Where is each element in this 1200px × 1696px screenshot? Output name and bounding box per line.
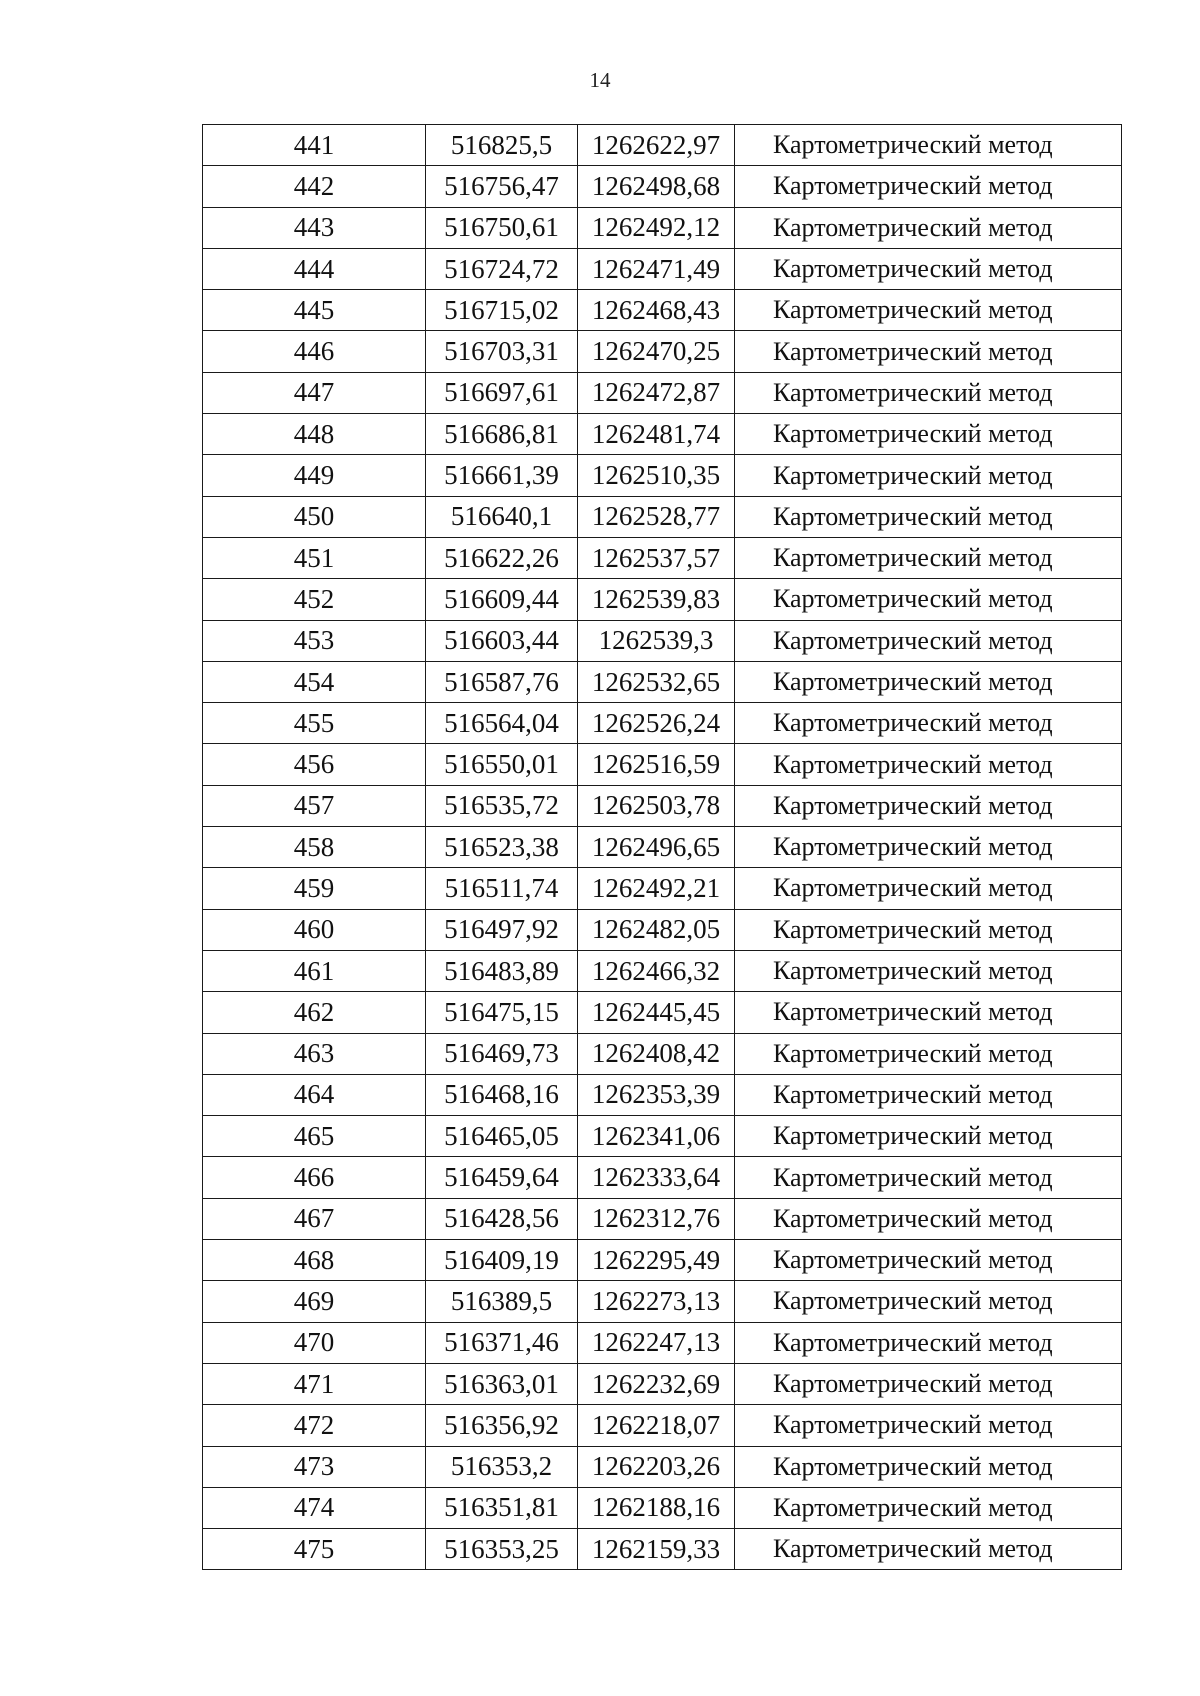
method-cell: Картометрический метод — [735, 414, 1122, 455]
point-number-cell: 450 — [203, 496, 426, 537]
table-row — [203, 827, 1122, 868]
x-coordinate-cell: 516459,64 — [426, 1157, 578, 1198]
point-number-cell: 447 — [203, 372, 426, 413]
x-coordinate-cell: 516535,72 — [426, 785, 578, 826]
x-coordinate-cell: 516756,47 — [426, 166, 578, 207]
method-cell: Картометрический метод — [735, 331, 1122, 372]
method-cell: Картометрический метод — [735, 1487, 1122, 1528]
method-cell: Картометрический метод — [735, 290, 1122, 331]
x-coordinate-cell: 516622,26 — [426, 537, 578, 578]
point-number-cell: 471 — [203, 1363, 426, 1404]
y-coordinate-cell: 1262482,05 — [578, 909, 735, 950]
point-number-cell: 474 — [203, 1487, 426, 1528]
x-coordinate-cell: 516564,04 — [426, 703, 578, 744]
method-cell: Картометрический метод — [735, 1446, 1122, 1487]
method-cell: Картометрический метод — [735, 1322, 1122, 1363]
method-cell: Картометрический метод — [735, 248, 1122, 289]
x-coordinate-cell: 516697,61 — [426, 372, 578, 413]
y-coordinate-cell: 1262532,65 — [578, 661, 735, 702]
y-coordinate-cell: 1262471,49 — [578, 248, 735, 289]
table-row — [203, 372, 1122, 413]
y-coordinate-cell: 1262516,59 — [578, 744, 735, 785]
y-coordinate-cell: 1262526,24 — [578, 703, 735, 744]
method-cell: Картометрический метод — [735, 455, 1122, 496]
x-coordinate-cell: 516356,92 — [426, 1405, 578, 1446]
point-number-cell: 465 — [203, 1116, 426, 1157]
x-coordinate-cell: 516511,74 — [426, 868, 578, 909]
y-coordinate-cell: 1262203,26 — [578, 1446, 735, 1487]
table-row — [203, 744, 1122, 785]
method-cell: Картометрический метод — [735, 1033, 1122, 1074]
method-cell: Картометрический метод — [735, 1074, 1122, 1115]
point-number-cell: 475 — [203, 1529, 426, 1570]
y-coordinate-cell: 1262341,06 — [578, 1116, 735, 1157]
method-cell: Картометрический метод — [735, 744, 1122, 785]
x-coordinate-cell: 516825,5 — [426, 125, 578, 166]
point-number-cell: 449 — [203, 455, 426, 496]
table-row — [203, 1405, 1122, 1446]
method-cell: Картометрический метод — [735, 1198, 1122, 1239]
method-cell: Картометрический метод — [735, 1157, 1122, 1198]
point-number-cell: 461 — [203, 950, 426, 991]
x-coordinate-cell: 516609,44 — [426, 579, 578, 620]
point-number-cell: 445 — [203, 290, 426, 331]
y-coordinate-cell: 1262528,77 — [578, 496, 735, 537]
table-row — [203, 1033, 1122, 1074]
y-coordinate-cell: 1262498,68 — [578, 166, 735, 207]
method-cell: Картометрический метод — [735, 868, 1122, 909]
x-coordinate-cell: 516703,31 — [426, 331, 578, 372]
y-coordinate-cell: 1262445,45 — [578, 992, 735, 1033]
table-row — [203, 414, 1122, 455]
method-cell: Картометрический метод — [735, 909, 1122, 950]
table-row — [203, 331, 1122, 372]
method-cell: Картометрический метод — [735, 207, 1122, 248]
point-number-cell: 468 — [203, 1240, 426, 1281]
table-row — [203, 1487, 1122, 1528]
x-coordinate-cell: 516353,2 — [426, 1446, 578, 1487]
method-cell: Картометрический метод — [735, 1116, 1122, 1157]
x-coordinate-cell: 516483,89 — [426, 950, 578, 991]
point-number-cell: 454 — [203, 661, 426, 702]
method-cell: Картометрический метод — [735, 372, 1122, 413]
x-coordinate-cell: 516465,05 — [426, 1116, 578, 1157]
point-number-cell: 473 — [203, 1446, 426, 1487]
point-number-cell: 470 — [203, 1322, 426, 1363]
x-coordinate-cell: 516353,25 — [426, 1529, 578, 1570]
method-cell: Картометрический метод — [735, 579, 1122, 620]
table-row — [203, 1322, 1122, 1363]
x-coordinate-cell: 516469,73 — [426, 1033, 578, 1074]
x-coordinate-cell: 516523,38 — [426, 827, 578, 868]
method-cell: Картометрический метод — [735, 1240, 1122, 1281]
y-coordinate-cell: 1262472,87 — [578, 372, 735, 413]
x-coordinate-cell: 516468,16 — [426, 1074, 578, 1115]
y-coordinate-cell: 1262510,35 — [578, 455, 735, 496]
x-coordinate-cell: 516715,02 — [426, 290, 578, 331]
table-row — [203, 248, 1122, 289]
point-number-cell: 472 — [203, 1405, 426, 1446]
x-coordinate-cell: 516351,81 — [426, 1487, 578, 1528]
table-row — [203, 1363, 1122, 1404]
method-cell: Картометрический метод — [735, 703, 1122, 744]
point-number-cell: 466 — [203, 1157, 426, 1198]
y-coordinate-cell: 1262537,57 — [578, 537, 735, 578]
y-coordinate-cell: 1262492,21 — [578, 868, 735, 909]
method-cell: Картометрический метод — [735, 1363, 1122, 1404]
method-cell: Картометрический метод — [735, 661, 1122, 702]
y-coordinate-cell: 1262622,97 — [578, 125, 735, 166]
y-coordinate-cell: 1262466,32 — [578, 950, 735, 991]
coordinates-table — [202, 124, 1122, 1570]
method-cell: Картометрический метод — [735, 166, 1122, 207]
y-coordinate-cell: 1262295,49 — [578, 1240, 735, 1281]
table-row — [203, 909, 1122, 950]
x-coordinate-cell: 516371,46 — [426, 1322, 578, 1363]
table-row — [203, 785, 1122, 826]
method-cell: Картометрический метод — [735, 125, 1122, 166]
method-cell: Картометрический метод — [735, 496, 1122, 537]
y-coordinate-cell: 1262503,78 — [578, 785, 735, 826]
y-coordinate-cell: 1262470,25 — [578, 331, 735, 372]
y-coordinate-cell: 1262159,33 — [578, 1529, 735, 1570]
x-coordinate-cell: 516389,5 — [426, 1281, 578, 1322]
point-number-cell: 457 — [203, 785, 426, 826]
x-coordinate-cell: 516428,56 — [426, 1198, 578, 1239]
point-number-cell: 458 — [203, 827, 426, 868]
page-number: 14 — [589, 68, 611, 92]
point-number-cell: 444 — [203, 248, 426, 289]
x-coordinate-cell: 516686,81 — [426, 414, 578, 455]
table-row — [203, 1157, 1122, 1198]
point-number-cell: 452 — [203, 579, 426, 620]
y-coordinate-cell: 1262468,43 — [578, 290, 735, 331]
point-number-cell: 459 — [203, 868, 426, 909]
method-cell: Картометрический метод — [735, 620, 1122, 661]
y-coordinate-cell: 1262539,3 — [578, 620, 735, 661]
y-coordinate-cell: 1262481,74 — [578, 414, 735, 455]
point-number-cell: 463 — [203, 1033, 426, 1074]
method-cell: Картометрический метод — [735, 1405, 1122, 1446]
x-coordinate-cell: 516750,61 — [426, 207, 578, 248]
y-coordinate-cell: 1262496,65 — [578, 827, 735, 868]
table-row — [203, 992, 1122, 1033]
y-coordinate-cell: 1262539,83 — [578, 579, 735, 620]
table-row — [203, 1281, 1122, 1322]
point-number-cell: 448 — [203, 414, 426, 455]
y-coordinate-cell: 1262492,12 — [578, 207, 735, 248]
y-coordinate-cell: 1262273,13 — [578, 1281, 735, 1322]
y-coordinate-cell: 1262312,76 — [578, 1198, 735, 1239]
point-number-cell: 442 — [203, 166, 426, 207]
table-row — [203, 166, 1122, 207]
y-coordinate-cell: 1262218,07 — [578, 1405, 735, 1446]
table-row — [203, 290, 1122, 331]
method-cell: Картометрический метод — [735, 950, 1122, 991]
method-cell: Картометрический метод — [735, 1529, 1122, 1570]
table-row — [203, 579, 1122, 620]
x-coordinate-cell: 516661,39 — [426, 455, 578, 496]
table-row — [203, 1240, 1122, 1281]
table-row — [203, 703, 1122, 744]
point-number-cell: 460 — [203, 909, 426, 950]
x-coordinate-cell: 516640,1 — [426, 496, 578, 537]
x-coordinate-cell: 516409,19 — [426, 1240, 578, 1281]
method-cell: Картометрический метод — [735, 537, 1122, 578]
point-number-cell: 467 — [203, 1198, 426, 1239]
point-number-cell: 441 — [203, 125, 426, 166]
x-coordinate-cell: 516363,01 — [426, 1363, 578, 1404]
y-coordinate-cell: 1262247,13 — [578, 1322, 735, 1363]
method-cell: Картометрический метод — [735, 992, 1122, 1033]
y-coordinate-cell: 1262333,64 — [578, 1157, 735, 1198]
method-cell: Картометрический метод — [735, 1281, 1122, 1322]
table-row — [203, 496, 1122, 537]
y-coordinate-cell: 1262188,16 — [578, 1487, 735, 1528]
x-coordinate-cell: 516550,01 — [426, 744, 578, 785]
method-cell: Картометрический метод — [735, 827, 1122, 868]
point-number-cell: 455 — [203, 703, 426, 744]
point-number-cell: 443 — [203, 207, 426, 248]
table-row — [203, 1198, 1122, 1239]
x-coordinate-cell: 516497,92 — [426, 909, 578, 950]
table-row — [203, 1074, 1122, 1115]
method-cell: Картометрический метод — [735, 785, 1122, 826]
x-coordinate-cell: 516603,44 — [426, 620, 578, 661]
table-row — [203, 537, 1122, 578]
table-row — [203, 950, 1122, 991]
point-number-cell: 456 — [203, 744, 426, 785]
coordinates-table-body — [203, 125, 1122, 1570]
table-row — [203, 661, 1122, 702]
y-coordinate-cell: 1262232,69 — [578, 1363, 735, 1404]
table-row — [203, 1446, 1122, 1487]
point-number-cell: 469 — [203, 1281, 426, 1322]
table-row — [203, 1529, 1122, 1570]
table-row — [203, 455, 1122, 496]
point-number-cell: 451 — [203, 537, 426, 578]
table-row — [203, 620, 1122, 661]
y-coordinate-cell: 1262353,39 — [578, 1074, 735, 1115]
x-coordinate-cell: 516475,15 — [426, 992, 578, 1033]
table-row — [203, 207, 1122, 248]
table-row — [203, 125, 1122, 166]
x-coordinate-cell: 516587,76 — [426, 661, 578, 702]
table-row — [203, 1116, 1122, 1157]
point-number-cell: 446 — [203, 331, 426, 372]
point-number-cell: 453 — [203, 620, 426, 661]
x-coordinate-cell: 516724,72 — [426, 248, 578, 289]
y-coordinate-cell: 1262408,42 — [578, 1033, 735, 1074]
point-number-cell: 464 — [203, 1074, 426, 1115]
table-row — [203, 868, 1122, 909]
point-number-cell: 462 — [203, 992, 426, 1033]
